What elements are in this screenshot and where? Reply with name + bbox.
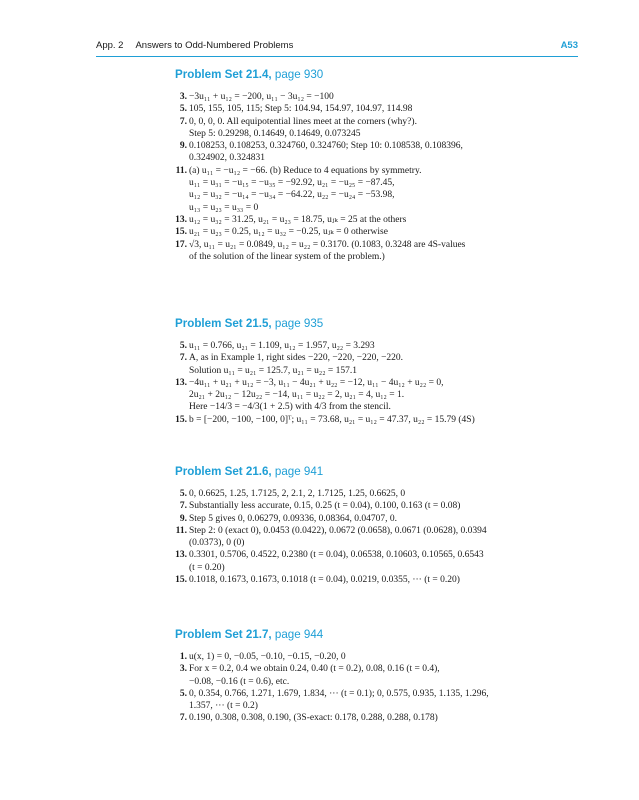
- section-page-ref: page 935: [274, 317, 324, 330]
- answer-text: of the solution of the linear system of the problem.): [189, 251, 385, 262]
- answer-item: [175, 574, 580, 586]
- answer-text: −0.08, −0.16 (t = 0.6), etc.: [189, 676, 290, 687]
- answer-text: 0, 0.6625, 1.25, 1.7125, 2, 2.1, 2, 1.7125, 1.25, 0.6625, 0: [189, 489, 406, 499]
- answer-item: [175, 165, 580, 214]
- problem-number: 1.: [179, 652, 187, 662]
- section-21-4: [175, 68, 580, 263]
- answer-list: [175, 91, 580, 263]
- answer-text: 2u₂₁ + 2u₁₂ − 12u₂₂ = −14, u₁₁ = u₂₂ = 2, u₂₁ = 4, u₁₂ = 1.: [189, 390, 405, 401]
- answer-item: [175, 91, 580, 103]
- problem-number: 5.: [179, 104, 187, 115]
- answer-item: [175, 712, 580, 724]
- header-title: Answers to Odd-Numbered Problems: [135, 40, 294, 51]
- answer-text: 105, 155, 105, 115; Step 5: 104.94, 154.97, 104.97, 114.98: [189, 104, 413, 115]
- problem-number: 3.: [179, 92, 187, 102]
- answer-item: [175, 239, 580, 264]
- problem-number: 5.: [179, 688, 187, 699]
- answer-text: Step 5 gives 0, 0.06279, 0.09336, 0.08364, 0.04707, 0.: [189, 513, 397, 524]
- problem-number: 5.: [179, 341, 187, 351]
- problem-number: 15.: [175, 575, 187, 586]
- answer-item: [175, 513, 580, 525]
- answer-text: 0.1018, 0.1673, 0.1673, 0.1018 (t = 0.04), 0.0219, 0.0355, ··· (t = 0.20): [189, 575, 460, 586]
- answer-item: [175, 340, 580, 352]
- problem-number: 11.: [175, 165, 187, 176]
- answer-text: u₁₃ = u₂₃ = u₃₃ = 0: [189, 202, 259, 213]
- section-page-ref: page 930: [274, 68, 324, 81]
- answer-text: u₁₁ = 0.766, u₂₁ = 1.109, u₁₂ = 1.957, u₂₂ = 3.293: [189, 341, 375, 351]
- answer-item: [175, 663, 580, 688]
- section-21-6: [175, 465, 580, 586]
- problem-number: 17.: [175, 239, 187, 250]
- problem-number: 15.: [175, 414, 187, 425]
- answer-list: [175, 340, 580, 426]
- answer-text: −4u₁₁ + u₂₁ + u₁₂ = −3, u₁₁ − 4u₂₁ + u₂₂ = −12, u₁₁ − 4u₁₂ + u₂₂ = 0,: [189, 377, 444, 388]
- answer-text: (a) u₁₁ = −u₁₂ = −66. (b) Reduce to 4 equations by symmetry.: [189, 165, 422, 176]
- answer-text: 0.3301, 0.5706, 0.4522, 0.2380 (t = 0.04), 0.06538, 0.10603, 0.10565, 0.6543: [189, 550, 484, 561]
- answer-item: [175, 226, 580, 238]
- section-21-7: [175, 628, 580, 725]
- answer-item: [175, 377, 580, 414]
- section-title: Problem Set 21.4,: [175, 68, 272, 81]
- answer-text: u₁₁ = u₃₁ = −u₁₅ = −u₃₅ = −92.92, u₂₁ = −u₂₅ = −87.45,: [189, 178, 395, 189]
- problem-number: 5.: [179, 489, 187, 499]
- answer-text: (0.0373), 0 (0): [189, 538, 245, 549]
- answer-text: 0.108253, 0.108253, 0.324760, 0.324760; Step 10: 0.108538, 0.108396,: [189, 141, 463, 152]
- answer-item: [175, 651, 580, 663]
- answer-text: Step 2: 0 (exact 0), 0.0453 (0.0422), 0.0672 (0.0658), 0.0671 (0.0628), 0.0394: [189, 525, 487, 536]
- problem-number: 13.: [175, 214, 187, 225]
- section-heading: [175, 68, 580, 81]
- section-title: Problem Set 21.7,: [175, 628, 272, 641]
- problem-number: 9.: [179, 513, 187, 524]
- answer-text: √3, u₁₁ = u₂₁ = 0.0849, u₁₂ = u₂₂ = 0.3170. (0.1083, 0.3248 are 4S-values: [189, 239, 466, 250]
- answer-item: [175, 140, 580, 165]
- problem-number: 11.: [175, 525, 187, 536]
- problem-number: 7.: [179, 116, 187, 127]
- answer-item: [175, 214, 580, 226]
- answer-item: [175, 103, 580, 115]
- running-header: [96, 40, 578, 54]
- answer-item: [175, 352, 580, 377]
- page-number: A53: [560, 40, 578, 51]
- running-header-left: [96, 40, 293, 51]
- section-title: Problem Set 21.6,: [175, 465, 272, 478]
- problem-number: 13.: [175, 377, 187, 388]
- answer-item: [175, 414, 580, 426]
- answer-item: [175, 688, 580, 713]
- answer-text: For x = 0.2, 0.4 we obtain 0.24, 0.40 (t = 0.2), 0.08, 0.16 (t = 0.4),: [189, 664, 440, 675]
- answer-text: 0, 0, 0, 0. All equipotential lines meet at the corners (why?).: [189, 116, 417, 127]
- answer-text: A, as in Example 1, right sides −220, −220, −220, −220.: [189, 353, 404, 364]
- answer-text: Substantially less accurate, 0.15, 0.25 (t = 0.04), 0.100, 0.163 (t = 0.08): [189, 501, 461, 512]
- answer-text: u₁₂ = u₃₂ = −u₁₄ = −u₃₄ = −64.22, u₂₂ = −u₂₄ = −53.98,: [189, 190, 395, 201]
- answer-text: 0, 0.354, 0.766, 1.271, 1.679, 1.834, ··· (t = 0.1); 0, 0.575, 0.935, 1.135, 1.296,: [189, 688, 489, 699]
- problem-number: 13.: [175, 550, 187, 561]
- answer-text: −3u₁₁ + u₁₂ = −200, u₁₁ − 3u₁₂ = −100: [189, 92, 334, 102]
- answer-text: b = [−200, −100, −100, 0]ᵀ; u₁₁ = 73.68, u₂₁ = u₁₂ = 47.37, u₂₂ = 15.79 (4S): [189, 414, 475, 425]
- answer-item: [175, 500, 580, 512]
- answer-text: Here −14/3 = −4/3(1 + 2.5) with 4/3 from the stencil.: [189, 402, 391, 413]
- header-rule: [96, 56, 578, 57]
- answer-list: [175, 488, 580, 586]
- answer-text: 0.324902, 0.324831: [189, 153, 265, 164]
- problem-number: 15.: [175, 227, 187, 238]
- answer-item: [175, 488, 580, 500]
- section-heading: [175, 317, 580, 330]
- answer-item: [175, 525, 580, 550]
- section-21-5: [175, 317, 580, 426]
- answer-text: Step 5: 0.29298, 0.14649, 0.14649, 0.073245: [189, 128, 361, 139]
- problem-number: 7.: [179, 501, 187, 512]
- problem-number: 9.: [179, 141, 187, 152]
- section-title: Problem Set 21.5,: [175, 317, 272, 330]
- answer-item: [175, 549, 580, 574]
- appendix-label: App. 2: [96, 40, 124, 51]
- section-heading: [175, 628, 580, 641]
- answer-list: [175, 651, 580, 725]
- problem-number: 7.: [179, 353, 187, 364]
- problem-number: 3.: [179, 664, 187, 675]
- answer-text: 1.357, ··· (t = 0.2): [189, 701, 258, 712]
- answer-text: Solution u₁₁ = u₂₁ = 125.7, u₂₁ = u₂₂ = 157.1: [189, 365, 358, 376]
- section-heading: [175, 465, 580, 478]
- answer-item: [175, 116, 580, 141]
- section-page-ref: page 941: [274, 465, 324, 478]
- problem-number: 7.: [179, 713, 187, 724]
- answer-text: 0.190, 0.308, 0.308, 0.190, (3S-exact: 0.178, 0.288, 0.288, 0.178): [189, 713, 438, 724]
- answer-text: u₁₂ = u₃₂ = 31.25, u₂₁ = u₂₃ = 18.75, uⱼₖ = 25 at the others: [189, 214, 407, 225]
- answer-text: u(x, 1) = 0, −0.05, −0.10, −0.15, −0.20, 0: [189, 652, 346, 662]
- section-page-ref: page 944: [274, 628, 324, 641]
- answer-text: (t = 0.20): [189, 562, 225, 573]
- answer-text: u₂₁ = u₂₃ = 0.25, u₁₂ = u₃₂ = −0.25, uⱼₖ = 0 otherwise: [189, 227, 388, 238]
